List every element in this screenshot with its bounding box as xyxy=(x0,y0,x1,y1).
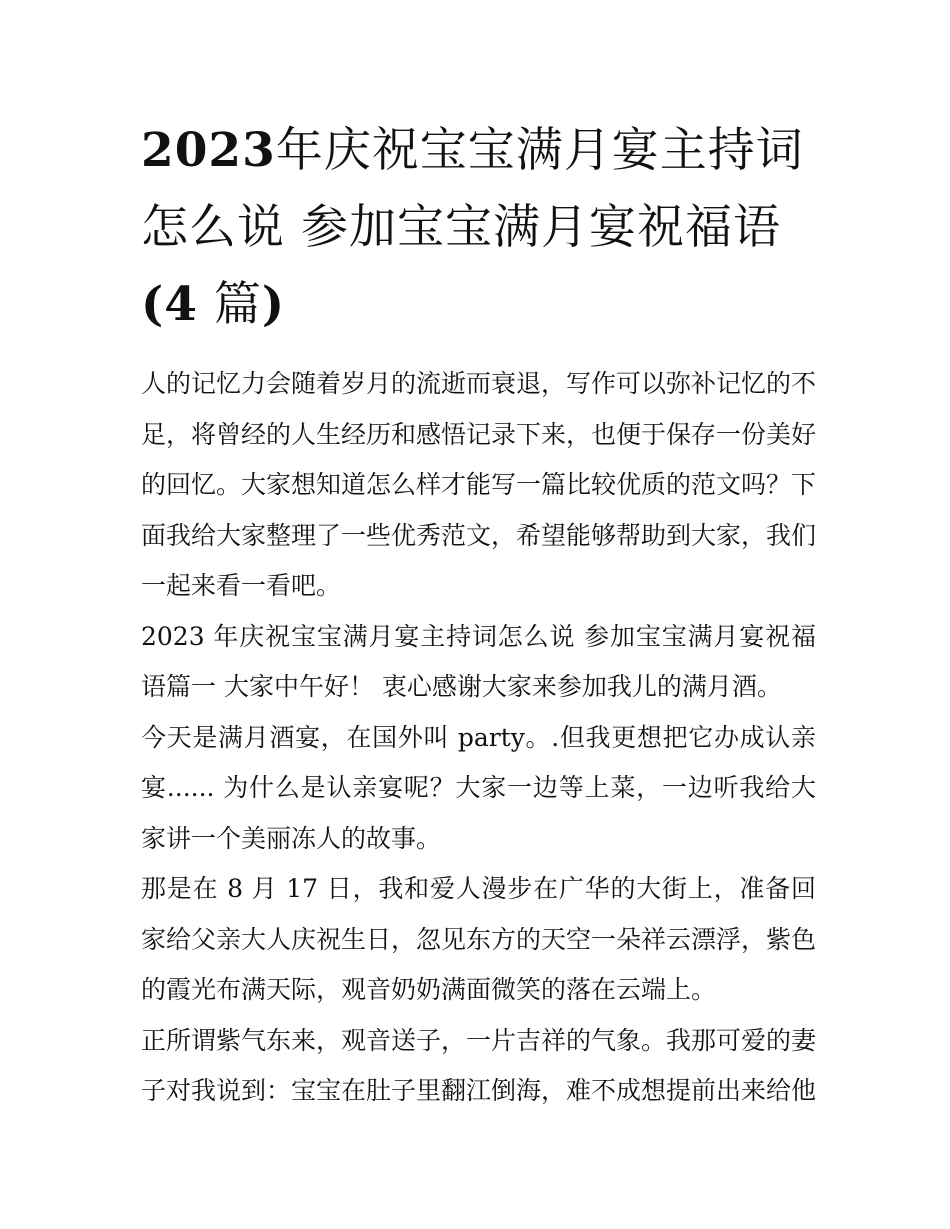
paragraph-story: 那是在 8 月 17 日，我和爱人漫步在广华的大街上，准备回家给父亲大人庆祝生日，忽见东方的天空一朵祥云漂浮，紫色的霞光布满天际，观音奶奶满面微笑的落在云端上。 xyxy=(141,874,817,1004)
document-title xyxy=(141,112,816,343)
paragraph-party: 今天是满月酒宴，在国外叫 party。.但我更想把它办成认亲宴...... 为什么是认亲宴呢？大家一边等上菜，一边听我给大家讲一个美丽冻人的故事。 xyxy=(141,722,816,853)
title-count-open: (4 xyxy=(141,277,198,332)
title-line2: 怎么说 参加宝宝满月宴祝福语 xyxy=(141,200,781,255)
document-content xyxy=(141,112,816,1117)
title-year: 2023 xyxy=(141,123,276,178)
title-line1: 年庆祝宝宝满月宴主持词 xyxy=(275,123,804,178)
title-count-unit: 篇 xyxy=(197,277,262,332)
paragraph-intro: 人的记忆力会随着岁月的流逝而衰退，写作可以弥补记忆的不足，将曾经的人生经历和感悟记录下来，也便于保存一份美好的回忆。大家想知道怎么样才能写一篇比较优质的范文吗？下面我给大家整理了一些优秀范文，希望能够帮助到大家，我们一起来看一看吧。 xyxy=(141,369,817,600)
paragraph-omen: 正所谓紫气东来，观音送子，一片吉祥的气象。我那可爱的妻子对我说到：宝宝在肚子里翻江倒海，难不成想提前出来给他 xyxy=(141,1025,817,1105)
paragraph-greeting: 2023 年庆祝宝宝满月宴主持词怎么说 参加宝宝满月宴祝福语篇一 大家中午好！ 衷心感谢大家来参加我儿的满月酒。 xyxy=(141,621,816,701)
title-count-close: ) xyxy=(261,277,286,332)
